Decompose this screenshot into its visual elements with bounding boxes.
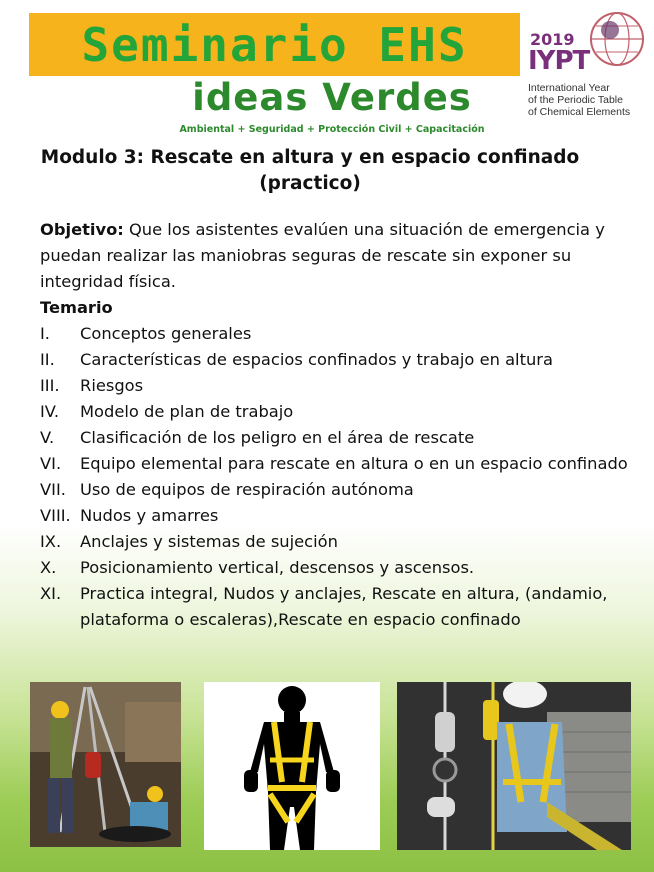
item-text: Características de espacios confinados y trabajo en altura bbox=[80, 350, 553, 369]
iypt-year: 2019 bbox=[530, 30, 575, 49]
iypt-subtitle bbox=[528, 82, 650, 118]
main-content bbox=[40, 217, 640, 633]
list-item bbox=[40, 451, 640, 477]
tripod-rescue-photo bbox=[30, 682, 181, 847]
item-text: Uso de equipos de respiración autónoma bbox=[80, 480, 414, 499]
item-text: Modelo de plan de trabajo bbox=[80, 402, 294, 421]
list-item bbox=[40, 581, 640, 633]
list-item bbox=[40, 555, 640, 581]
title-line-1: Modulo 3: Rescate en altura y en espacio confinado bbox=[40, 147, 580, 168]
item-number: IX. bbox=[40, 532, 62, 551]
brand-name: ideas Verdes bbox=[192, 76, 472, 119]
item-text: Clasificación de los peligro en el área de rescate bbox=[80, 428, 475, 447]
item-text: Anclajes y sistemas de sujeción bbox=[80, 532, 338, 551]
item-number: XI. bbox=[40, 584, 62, 603]
item-number: VIII. bbox=[40, 506, 71, 525]
item-number: VII. bbox=[40, 480, 66, 499]
item-number: V. bbox=[40, 428, 55, 447]
item-text: Nudos y amarres bbox=[80, 506, 219, 525]
iypt-name: IYPT bbox=[528, 46, 590, 76]
item-text: Posicionamiento vertical, descensos y ascensos. bbox=[80, 558, 475, 577]
item-number: II. bbox=[40, 350, 55, 369]
item-text: Riesgos bbox=[80, 376, 144, 395]
harness-silhouette-photo bbox=[204, 682, 380, 850]
brand-tagline: Ambiental + Seguridad + Protección Civil + Capacitación bbox=[179, 124, 485, 135]
item-text: Practica integral, Nudos y anclajes, Rescate en altura, (andamio, plataforma o escaleras),Rescate en espacio confinado bbox=[80, 584, 608, 629]
title-line-2: (practico) bbox=[259, 173, 361, 194]
item-number: IV. bbox=[40, 402, 60, 421]
iypt-logo bbox=[528, 8, 648, 120]
item-number: X. bbox=[40, 558, 57, 577]
objective-text: Que los asistentes evalúen una situación de emergencia y puedan realizar las maniobras seguras de rescate sin exponer su integridad física. bbox=[40, 220, 605, 291]
rope-descent-photo bbox=[397, 682, 631, 850]
list-item bbox=[40, 373, 640, 399]
objective-label: Objetivo: bbox=[40, 220, 124, 239]
seminar-banner bbox=[29, 13, 520, 76]
objective-paragraph bbox=[40, 217, 640, 295]
item-text: Conceptos generales bbox=[80, 324, 252, 343]
item-number: I. bbox=[40, 324, 50, 343]
page-title bbox=[30, 145, 590, 197]
item-number: III. bbox=[40, 376, 60, 395]
list-item bbox=[40, 529, 640, 555]
iypt-subtitle-line: of Chemical Elements bbox=[528, 106, 631, 118]
list-item bbox=[40, 503, 640, 529]
iypt-subtitle-line: International Year bbox=[528, 82, 610, 94]
list-item bbox=[40, 477, 640, 503]
temario-list bbox=[40, 321, 640, 633]
periodic-globe-icon bbox=[588, 10, 646, 68]
item-number: VI. bbox=[40, 454, 62, 473]
list-item bbox=[40, 399, 640, 425]
item-text: Equipo elemental para rescate en altura o en un espacio confinado bbox=[80, 454, 628, 473]
temario-heading: Temario bbox=[40, 298, 113, 317]
list-item bbox=[40, 347, 640, 373]
banner-title: Seminario EHS bbox=[81, 17, 468, 72]
iypt-subtitle-line: of the Periodic Table bbox=[528, 94, 623, 106]
list-item bbox=[40, 321, 640, 347]
list-item bbox=[40, 425, 640, 451]
